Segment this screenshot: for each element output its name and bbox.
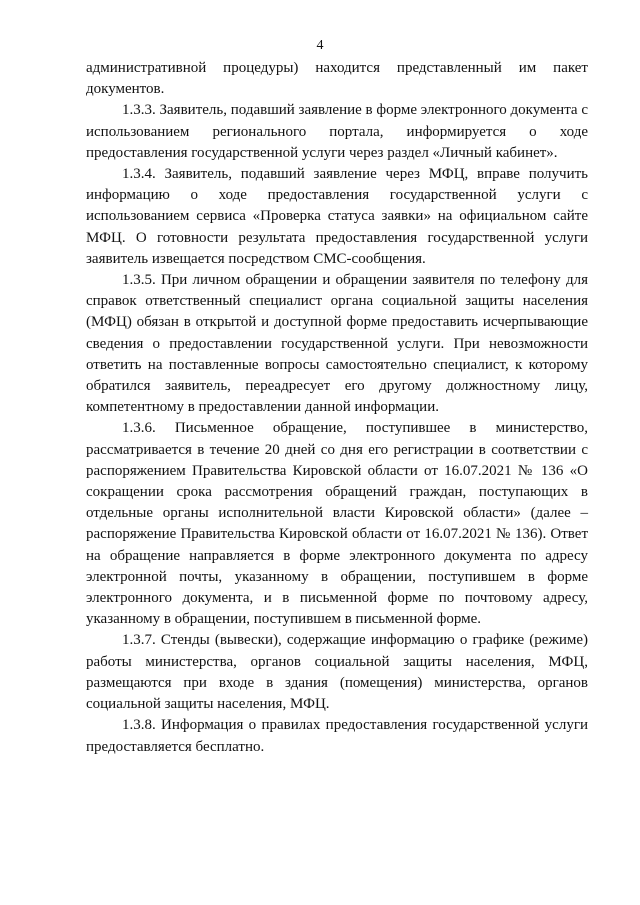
paragraph-1-3-6: 1.3.6. Письменное обращение, поступившее в министерство, рассматривается в течение 20 дней со дня его регистрации в соответствии с распоряжением Правительства Кировской области от 16.07.2021 № 136 «О сокращении срока рассмотрения обращений граждан, поступающих в отдельные органы исполнительной власти Кировской области» (далее – распоряжение Правительства Кировской области от 16.07.2021 № 136). Ответ на обращение направляется в форме электронного документа по адресу электронной почты, указанному в обращении, поступившем в форме электронного документа, и в письменной форме по почтовому адресу, указанному в обращении, поступившем в письменной форме.	[86, 420, 588, 628]
paragraph-1-3-8: 1.3.8. Информация о правилах предоставления государственной услуги предоставляется бесплатно.	[86, 717, 588, 755]
document-body	[86, 58, 588, 758]
paragraph-1-3-5: 1.3.5. При личном обращении и обращении заявителя по телефону для справок ответственный специалист органа социальной защиты населения (МФЦ) обязан в открытой и доступной форме предоставить исчерпывающие сведения о предоставлении государственной услуги. При невозможности ответить на поставленные вопросы самостоятельно специалист, к которому обратился заявитель, переадресует его другому должностному лицу, компетентному в предоставлении данной информации.	[86, 272, 588, 416]
paragraph-continuation: административной процедуры) находится представленный им пакет документов.	[86, 60, 588, 98]
paragraph-1-3-7: 1.3.7. Стенды (вывески), содержащие информацию о графике (режиме) работы министерства, органов социальной защиты населения, МФЦ, размещаются при входе в здания (помещения) министерства, органов социальной защиты населения, МФЦ.	[86, 632, 588, 713]
paragraph-1-3-4: 1.3.4. Заявитель, подавший заявление через МФЦ, вправе получить информацию о ходе предоставления государственной услуги с использованием сервиса «Проверка статуса заявки» на официальном сайте МФЦ. О готовности результата предоставления государственной услуги заявитель извещается посредством СМС-сообщения.	[86, 166, 588, 267]
page-number: 4	[316, 38, 324, 53]
paragraph-1-3-3: 1.3.3. Заявитель, подавший заявление в форме электронного документа с использованием регионального портала, информируется о ходе предоставления государственной услуги через раздел «Личный кабинет».	[86, 102, 588, 161]
